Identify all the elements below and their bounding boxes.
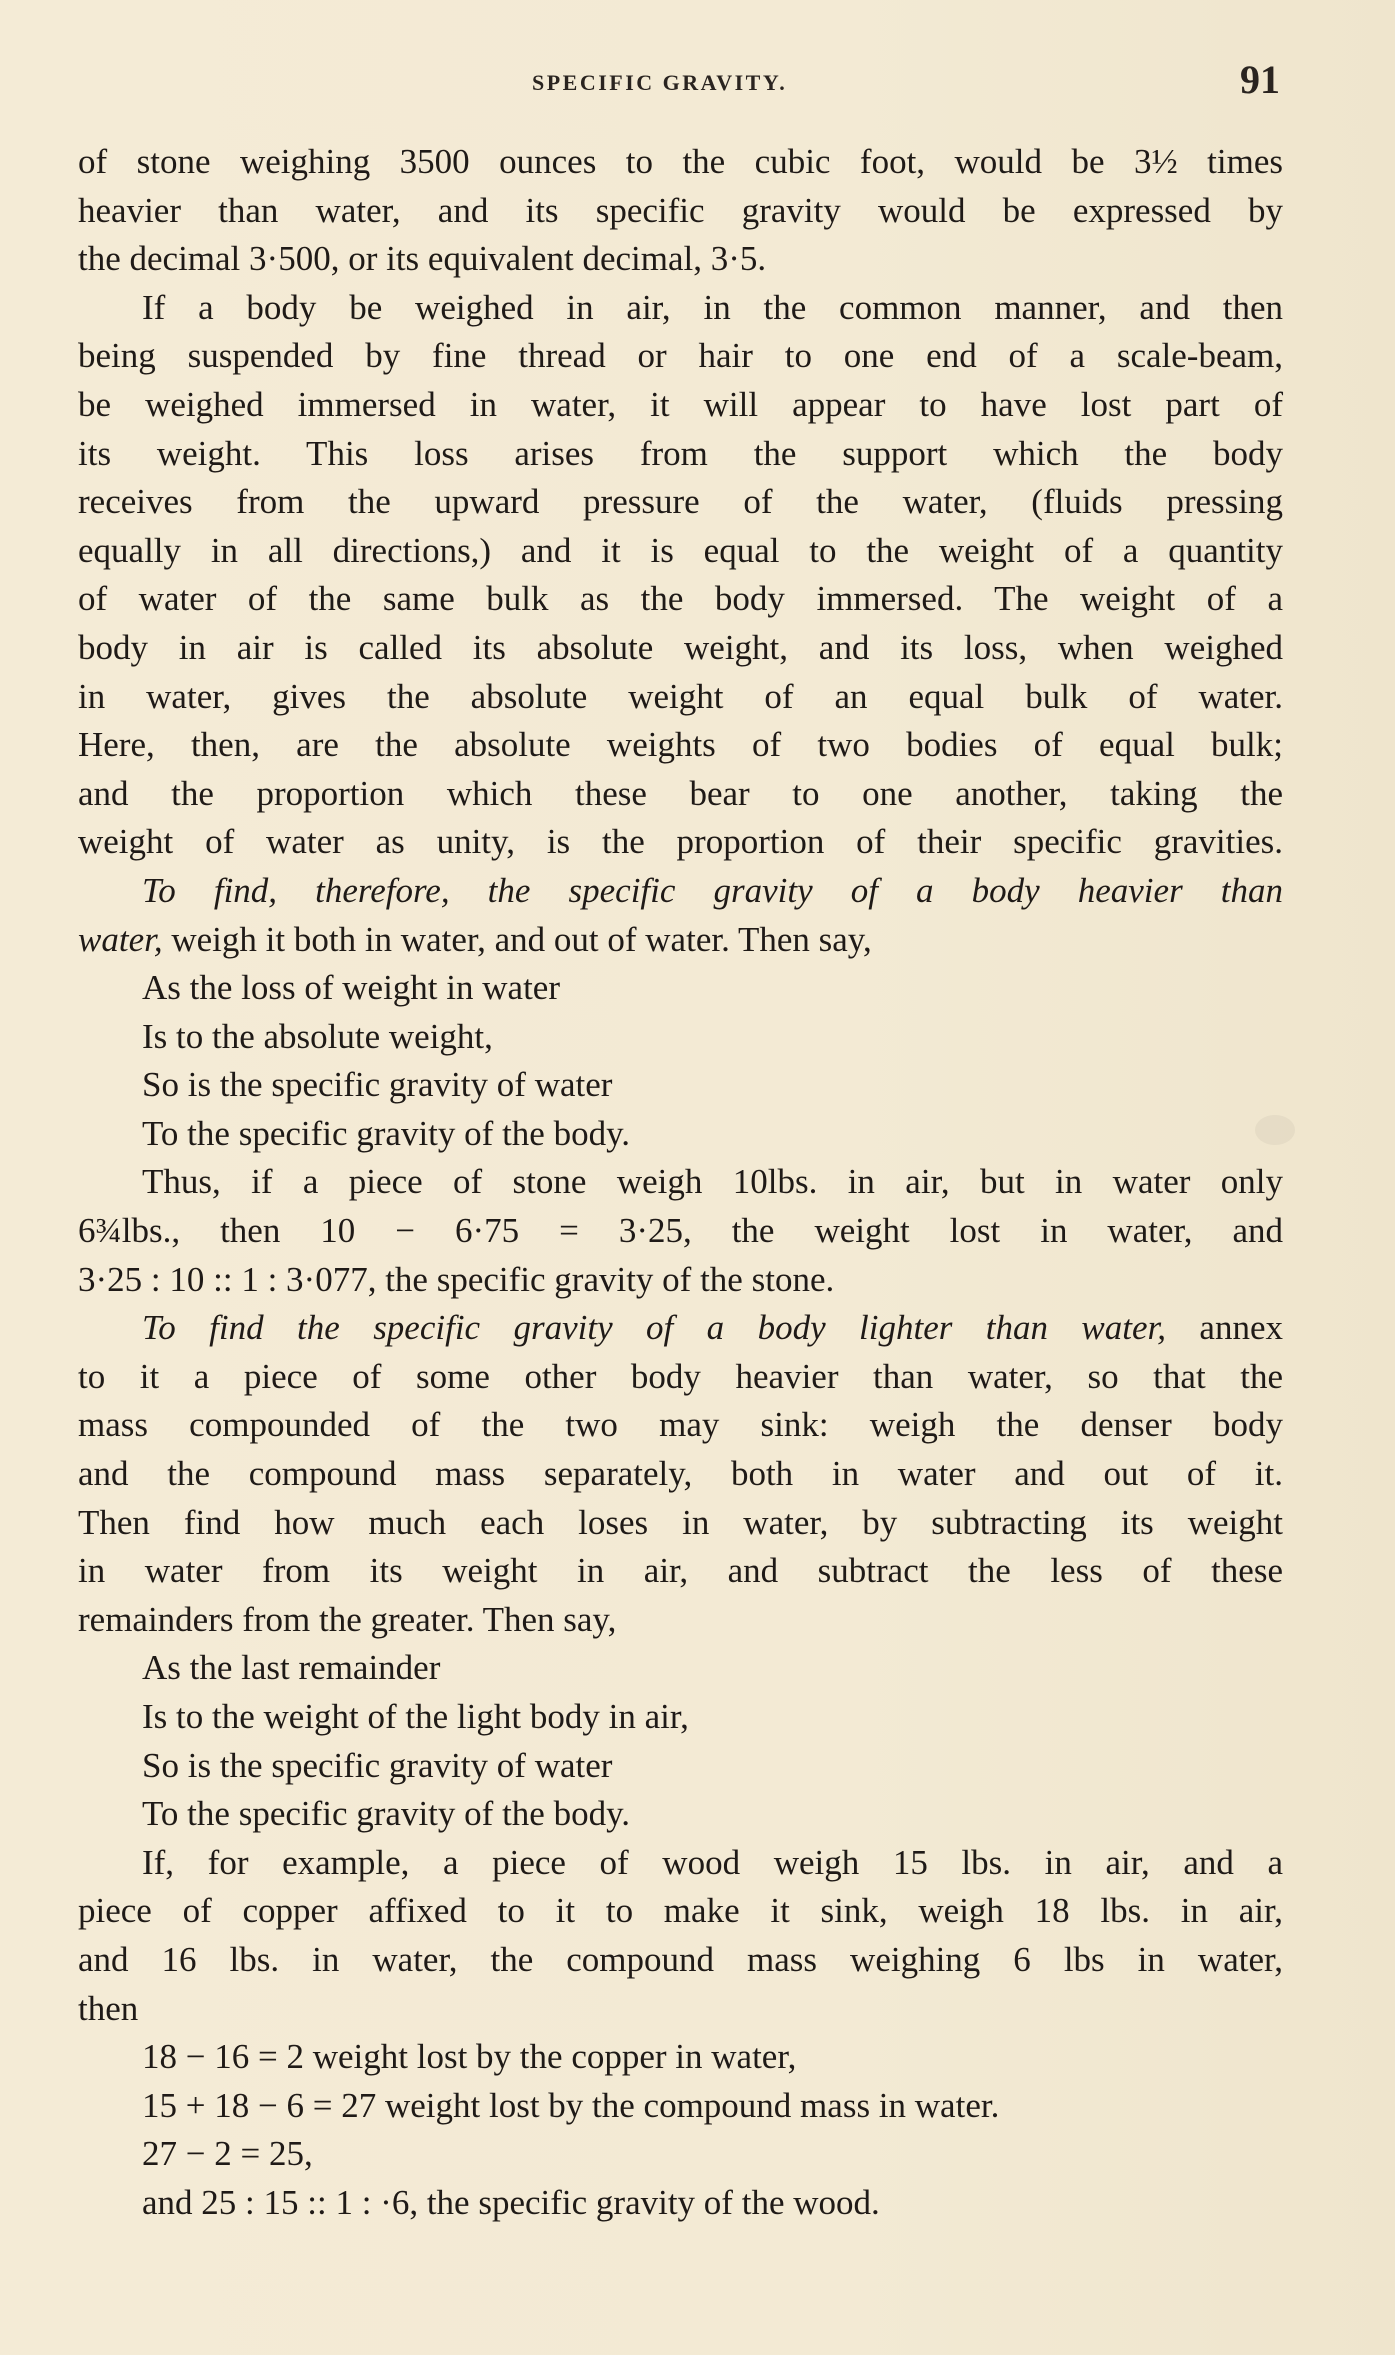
text-line-31: remainders from the greater. Then say, (78, 1599, 617, 1639)
text-line-20: So is the specific gravity of water (142, 1065, 613, 1105)
body-text (78, 138, 1283, 2228)
text-line-33: Is to the weight of the light body in air, (142, 1697, 689, 1736)
text-line-43: and 25 : 15 :: 1 : ·6, the specific gravity of the wood. (142, 2182, 880, 2222)
text-run: annex (1166, 1308, 1283, 1348)
text-line-17 (78, 916, 1283, 965)
text-line-35: To the specific gravity of the body. (142, 1794, 631, 1834)
text-run: weigh it both in water, and out of water. Then say, (162, 919, 872, 959)
text-line-14: and the proportion which these bear to one another, taking the (78, 773, 1283, 813)
text-line-3: the decimal 3·500, or its equivalent decimal, 3·5. (78, 239, 767, 279)
text-line-4: If a body be weighed in air, in the common manner, and then (142, 287, 1283, 327)
page-number: 91 (1240, 57, 1280, 102)
text-line-41: 15 + 18 − 6 = 27 weight lost by the compound mass in water. (142, 2085, 1000, 2125)
text-line-42: 27 − 2 = 25, (142, 2134, 313, 2174)
text-line-30: in water from its weight in air, and subtract the less of these (78, 1551, 1283, 1591)
text-line-5: being suspended by fine thread or hair to one end of a scale-beam, (78, 336, 1283, 376)
text-line-37: piece of copper affixed to it to make it sink, weigh 18 lbs. in air, (78, 1891, 1283, 1931)
text-line-2: heavier than water, and its specific gravity would be expressed by (78, 190, 1283, 230)
text-line-24: 3·25 : 10 :: 1 : 3·077, the specific gravity of the stone. (78, 1259, 835, 1299)
text-line-13: Here, then, are the absolute weights of two bodies of equal bulk; (78, 725, 1283, 765)
text-line-22: Thus, if a piece of stone weigh 10lbs. in air, but in water only (142, 1162, 1283, 1202)
text-line-11: body in air is called its absolute weight, and its loss, when weighed (78, 627, 1283, 667)
text-line-34: So is the specific gravity of water (142, 1745, 613, 1785)
text-line-19: Is to the absolute weight, (142, 1016, 493, 1056)
text-line-36: If, for example, a piece of wood weigh 15 lbs. in air, and a (142, 1842, 1283, 1882)
italic-word: water, (78, 919, 163, 959)
text-line-28: and the compound mass separately, both in water and out of it. (78, 1454, 1283, 1494)
text-line-6: be weighed immersed in water, it will appear to have lost part of (78, 384, 1283, 424)
text-line-38: and 16 lbs. in water, the compound mass weighing 6 lbs in water, (78, 1939, 1283, 1979)
text-line-32: As the last remainder (142, 1648, 441, 1688)
text-line-21: To the specific gravity of the body. (142, 1113, 631, 1153)
text-line-18: As the loss of weight in water (142, 968, 560, 1008)
text-line-40: 18 − 16 = 2 weight lost by the copper in water, (142, 2037, 797, 2077)
paper-stain (1255, 1115, 1295, 1145)
running-head (0, 56, 1395, 106)
italic-phrase: To find the specific gravity of a body lighter than water, (142, 1308, 1167, 1348)
text-line-8: receives from the upward pressure of the water, (fluids pressing (78, 482, 1283, 522)
text-line-39: then (78, 1988, 139, 2028)
text-line-29: Then find how much each loses in water, by subtracting its weight (78, 1502, 1283, 1542)
text-line-15: weight of water as unity, is the proportion of their specific gravities. (78, 822, 1283, 862)
text-line-23: 6¾lbs., then 10 − 6·75 = 3·25, the weight lost in water, and (78, 1211, 1283, 1251)
text-line-10: of water of the same bulk as the body immersed. The weight of a (78, 579, 1283, 619)
text-line-7: its weight. This loss arises from the support which the body (78, 433, 1283, 473)
text-line-9: equally in all directions,) and it is equal to the weight of a quantity (78, 530, 1283, 570)
text-line-27: mass compounded of the two may sink: weigh the denser body (78, 1405, 1283, 1445)
text-line-26: to it a piece of some other body heavier than water, so that the (78, 1356, 1283, 1396)
text-line-1: of stone weighing 3500 ounces to the cubic foot, would be 3½ times (78, 142, 1283, 181)
running-head-title: SPECIFIC GRAVITY. (532, 70, 788, 95)
text-line-12: in water, gives the absolute weight of an equal bulk of water. (78, 676, 1283, 716)
text-line-16: To find, therefore, the specific gravity of a body heavier than (142, 870, 1283, 910)
text-line-25 (78, 1304, 1283, 1353)
